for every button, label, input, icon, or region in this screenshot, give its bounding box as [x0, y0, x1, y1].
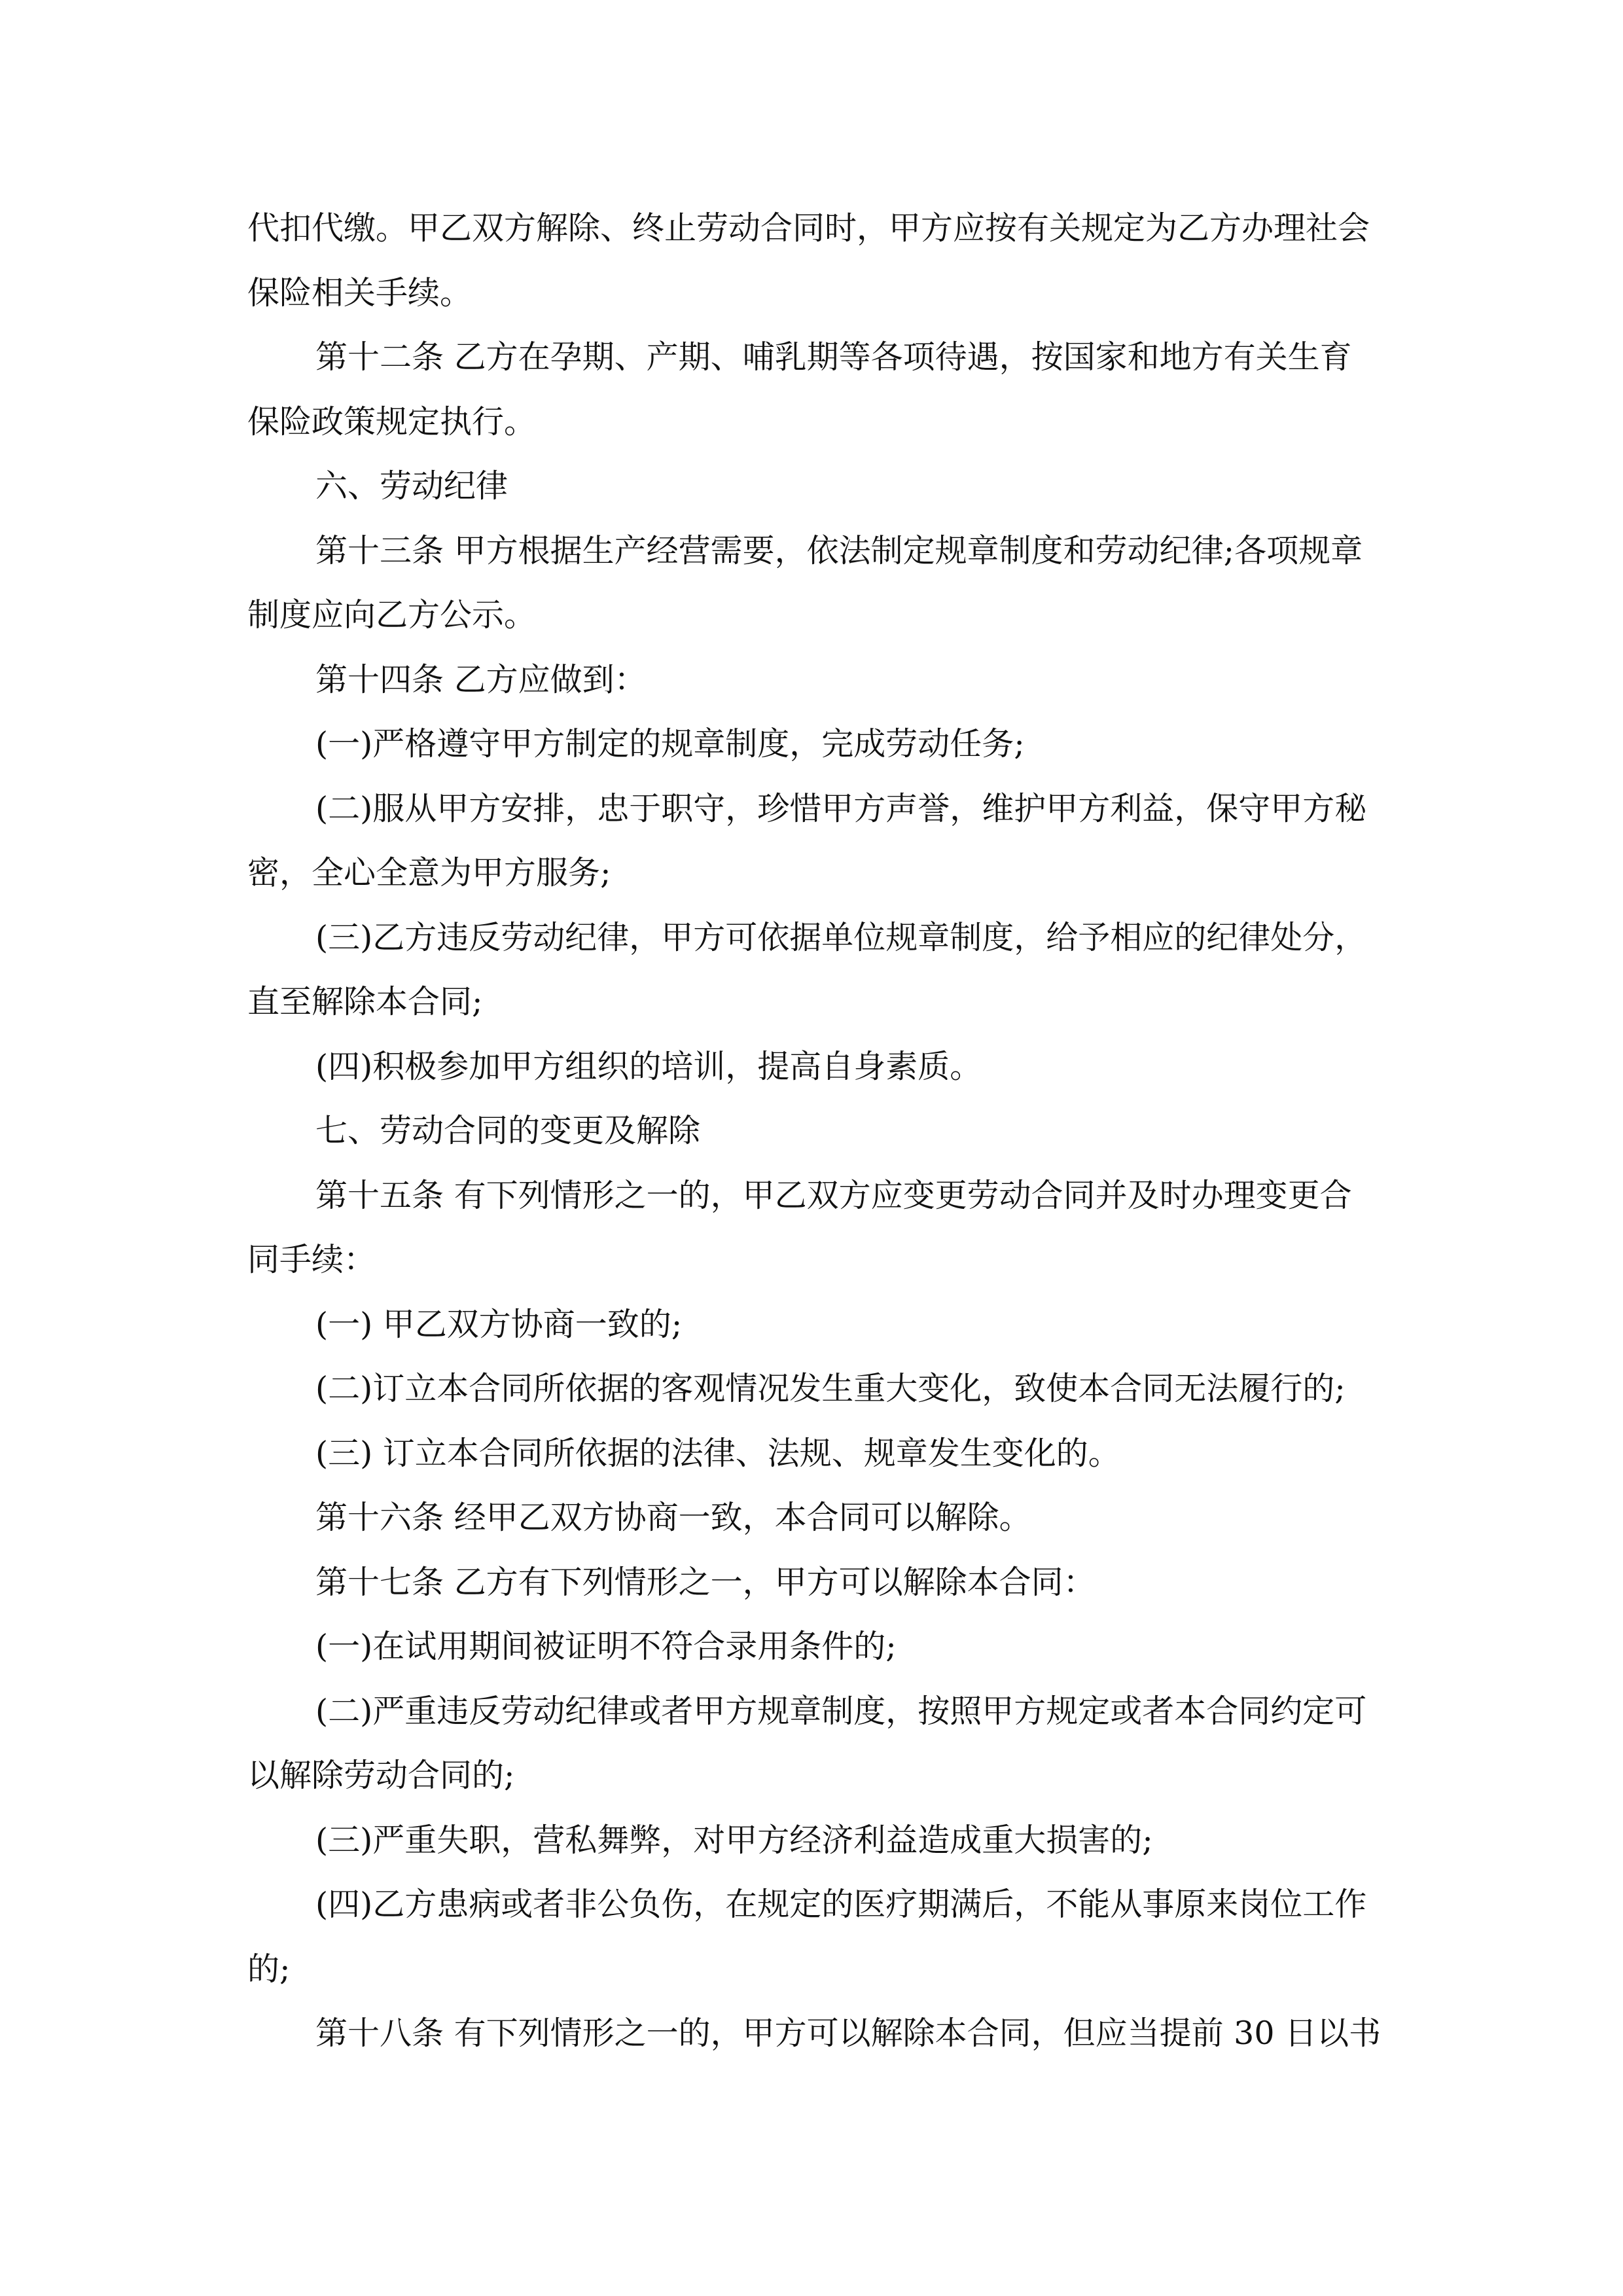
list-item: (三) 订立本合同所依据的法律、法规、规章发生变化的。 [315, 1434, 1120, 1472]
article-15: 第十五条 有下列情形之一的，甲乙双方应变更劳动合同并及时办理变更合 [315, 1176, 1352, 1214]
section-heading-6: 六、劳动纪律 [315, 467, 508, 505]
list-item: (四)积极参加甲方组织的培训，提高自身素质。 [315, 1047, 982, 1085]
document-page [247, 196, 1399, 2066]
text-line: 的; [247, 1950, 291, 1988]
list-item: (三)乙方违反劳动纪律，甲方可依据单位规章制度，给予相应的纪律处分， [315, 918, 1367, 956]
list-item: (二)严重违反劳动纪律或者甲方规章制度，按照甲方规定或者本合同约定可 [315, 1692, 1367, 1730]
text-line: 制度应向乙方公示。 [247, 596, 537, 634]
article-17: 第十七条 乙方有下列情形之一，甲方可以解除本合同： [315, 1563, 1096, 1601]
list-item: (二)服从甲方安排，忠于职守，珍惜甲方声誉，维护甲方利益，保守甲方秘 [315, 789, 1367, 827]
list-item: (一)在试用期间被证明不符合录用条件的; [315, 1628, 897, 1665]
article-14: 第十四条 乙方应做到： [315, 660, 647, 698]
text-line: 代扣代缴。甲乙双方解除、终止劳动合同时，甲方应按有关规定为乙方办理社会 [247, 209, 1370, 247]
text-line: 直至解除本合同; [247, 983, 483, 1020]
article-12: 第十二条 乙方在孕期、产期、哺乳期等各项待遇，按国家和地方有关生育 [315, 338, 1352, 376]
article-13: 第十三条 甲方根据生产经营需要，依法制定规章制度和劳动纪律;各项规章 [315, 531, 1363, 569]
list-item: (四)乙方患病或者非公负伤，在规定的医疗期满后，不能从事原来岗位工作 [315, 1886, 1367, 1923]
section-heading-7: 七、劳动合同的变更及解除 [315, 1112, 701, 1149]
text-line: 保险政策规定执行。 [247, 403, 537, 440]
list-item: (三)严重失职，营私舞弊，对甲方经济利益造成重大损害的; [315, 1821, 1153, 1859]
text-line: 密，全心全意为甲方服务; [247, 854, 611, 891]
list-item: (一) 甲乙双方协商一致的; [315, 1305, 683, 1343]
text-line: 以解除劳动合同的; [247, 1757, 515, 1794]
article-16: 第十六条 经甲乙双方协商一致，本合同可以解除。 [315, 1499, 1031, 1536]
text-line: 保险相关手续。 [247, 274, 473, 312]
text-line: 同手续： [247, 1241, 376, 1278]
article-18: 第十八条 有下列情形之一的，甲方可以解除本合同，但应当提前 30 日以书 [315, 2015, 1382, 2052]
list-item: (一)严格遵守甲方制定的规章制度，完成劳动任务; [315, 725, 1025, 762]
list-item: (二)订立本合同所依据的客观情况发生重大变化，致使本合同无法履行的; [315, 1370, 1346, 1407]
